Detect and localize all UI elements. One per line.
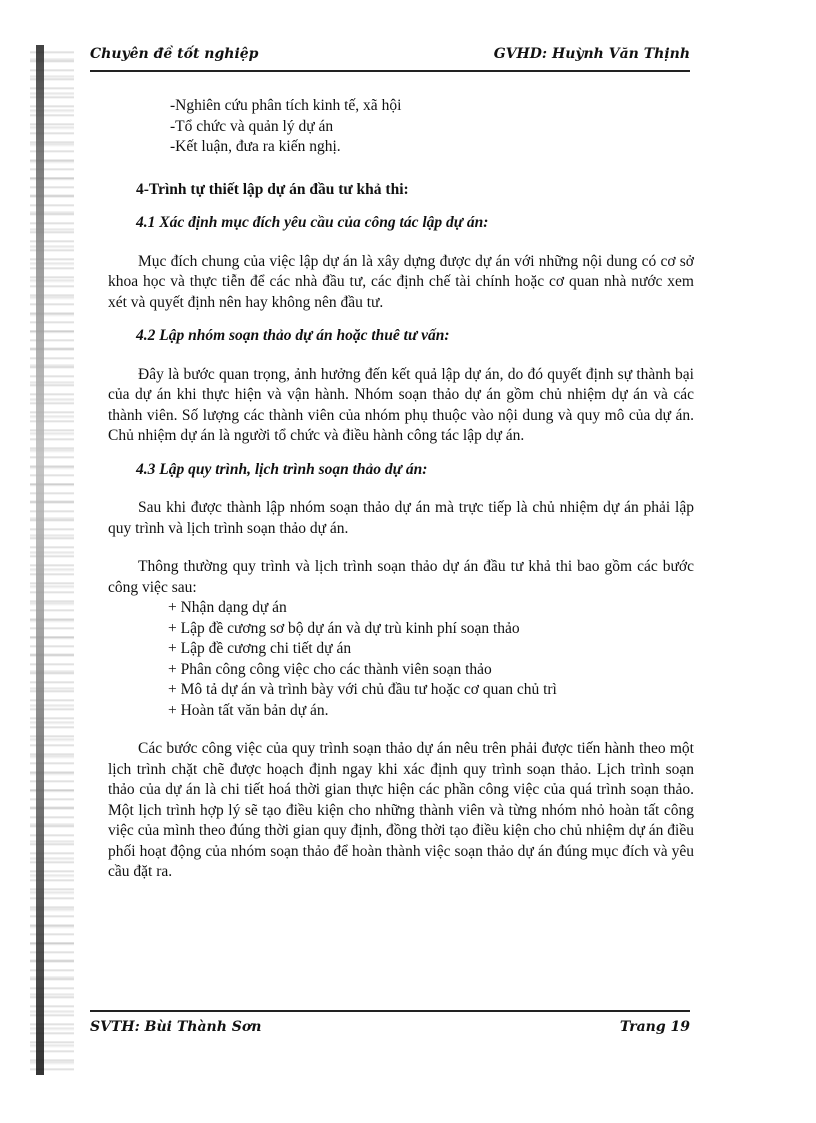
scan-binding-shadow (36, 45, 44, 1075)
footer-divider (90, 1010, 690, 1012)
page-body (108, 96, 694, 883)
step-item: + Lập đề cương sơ bộ dự án và dự trù kinh phí soạn thảo (168, 619, 520, 637)
section-4-3-paragraph-1: Sau khi được thành lập nhóm soạn thảo dự án mà trực tiếp là chủ nhiệm dự án phải lập quy trình và lịch trình soạn thảo dự án. (108, 499, 694, 537)
intro-item: -Nghiên cứu phân tích kinh tế, xã hội (170, 97, 402, 114)
section-4-3-heading: 4.3 Lập quy trình, lịch trình soạn thảo dự án: (136, 460, 428, 478)
section-4-2-paragraph: Đây là bước quan trọng, ảnh hưởng đến kết quả lập dự án, do đó quyết định sự thành bại của dự án khi thực hiện và vận hành. Nhóm soạn thảo dự án gồm chủ nhiệm dự án và các thành viên. Số lượng các thành viên của nhóm phụ thuộc vào nội dung và quy mô của dự án. Chủ nhiệm dự án là người tổ chức và điều hành công tác lập dự án. (108, 365, 694, 444)
step-item: + Hoàn tất văn bản dự án. (168, 701, 329, 719)
section-4-heading: 4-Trình tự thiết lập dự án đầu tư khả thi: (136, 180, 409, 198)
step-item: + Lập đề cương chi tiết dự án (168, 640, 352, 657)
header-left: Chuyên đề tốt nghiệp (90, 46, 259, 62)
header-divider (90, 70, 690, 72)
page-header (90, 46, 690, 68)
section-4-1-heading: 4.1 Xác định mục đích yêu cầu của công tác lập dự án: (136, 214, 489, 231)
intro-item: -Kết luận, đưa ra kiến nghị. (170, 138, 341, 155)
section-4-1-paragraph: Mục đích chung của việc lập dự án là xây dựng được dự án với những nội dung có cơ sở khoa học và thực tiễn để các nhà đầu tư, các định chế tài chính hoặc cơ quan nhà nước xem xét và quyết định nên hay không nên đầu tư. (108, 252, 694, 311)
section-4-3-paragraph-3: Các bước công việc của quy trình soạn thảo dự án nêu trên phải được tiến hành theo một lịch trình chặt chẽ được hoạch định ngay khi xác định quy trình soạn thảo. Lịch trình soạn thảo của dự án là chi tiết hoá thời gian thực hiện các phần công việc của quá trình soạn thảo. Một lịch trình hợp lý sẽ tạo điều kiện cho những thành viên và từng nhóm nhỏ hoàn tất công việc của mình theo đúng thời gian quy định, đồng thời tạo điều kiện cho chủ nhiệm dự án điều phối hoạt động của nhóm soạn thảo để hoàn thành việc soạn thảo dự án đúng mục đích và yêu cầu đặt ra. (108, 740, 694, 880)
step-item: + Mô tả dự án và trình bày với chủ đầu tư hoặc cơ quan chủ trì (168, 681, 557, 698)
intro-item: -Tổ chức và quản lý dự án (170, 117, 334, 135)
footer-right: Trang 19 (619, 1019, 690, 1035)
page-footer (90, 1019, 690, 1041)
step-item: + Phân công công việc cho các thành viên soạn thảo (168, 660, 492, 678)
header-right: GVHD: Huỳnh Văn Thịnh (493, 46, 690, 62)
section-4-2-heading: 4.2 Lập nhóm soạn thảo dự án hoặc thuê tư vấn: (136, 327, 450, 344)
step-item: + Nhận dạng dự án (168, 599, 287, 616)
section-4-3-paragraph-2: Thông thường quy trình và lịch trình soạn thảo dự án đầu tư khả thi bao gồm các bước công việc sau: (108, 558, 694, 596)
footer-left: SVTH: Bùi Thành Sơn (90, 1019, 262, 1035)
